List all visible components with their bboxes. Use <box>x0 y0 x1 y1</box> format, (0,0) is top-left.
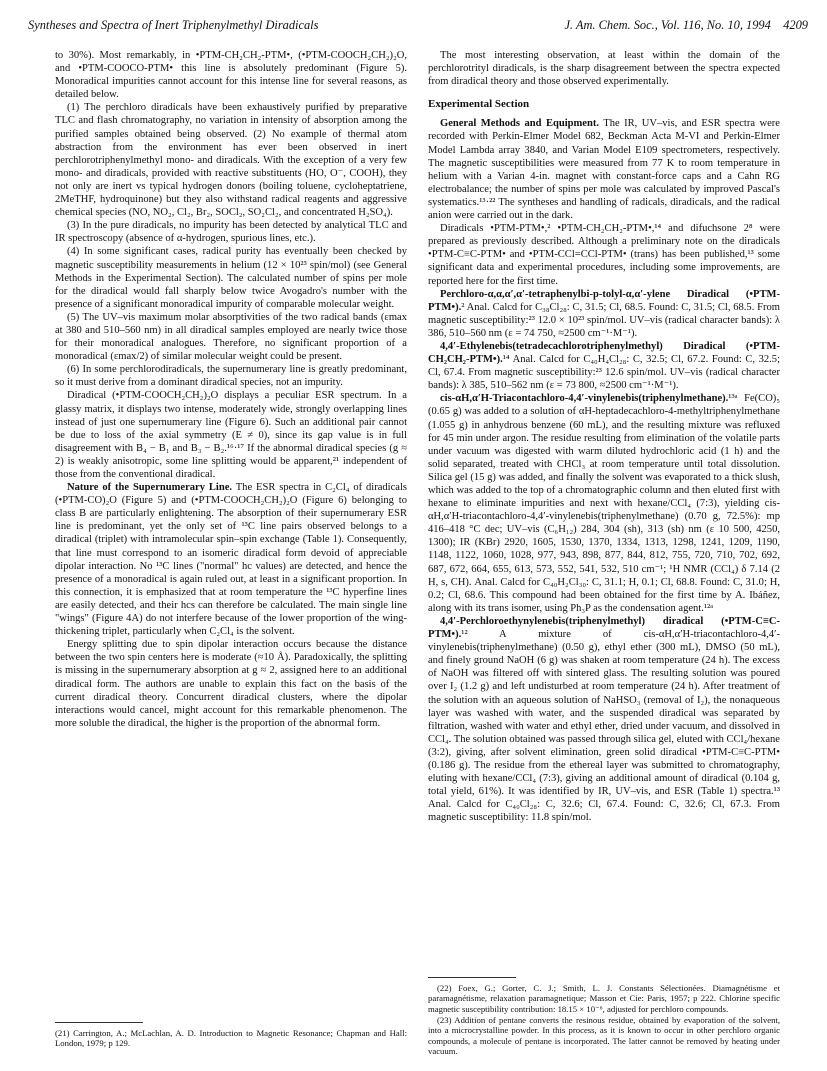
paragraph: Energy splitting due to spin dipolar interaction occurs because the distance between the two spin centers here is moderate (≈10 Å). Paradoxically, the splitting is missing in the supernumerary absorption at g ≈ 2, assigned here to an additional diradical form. The authors are unable to explain this fact on the basis of the current diradical theory. Concurrent diradical clusters, where the dipolar interactions would cancel, might account for this remarkable phenomenon. The more soluble the diradical, the higher is the proportion of the abnormal form. <box>55 639 407 729</box>
compound-heading: 4,4′-Ethylenebis(tetradecachlorotriphenylmethyl) Diradical (•PTM-CH₂CH₂-PTM•). <box>428 340 780 366</box>
compound-heading: Perchloro-α,α,α′,α′-tetraphenylbi-p-tolyl-α,α′-ylene Diradical (•PTM-PTM•). <box>428 288 780 313</box>
paragraph: (3) In the pure diradicals, no impurity has been detected by analytical TLC and IR spectroscopy (absence of α-hydrogen, spurious lines, etc.). <box>55 220 407 245</box>
run-in-heading: Nature of the Supernumerary Line. <box>67 482 233 494</box>
paragraph: to 30%). Most remarkably, in •PTM-CH₂CH₂-PTM•, (•PTM-COOCH₂CH₂)₂O, and •PTM-COOCO-PTM• this line is absolutely predominant (Figure 5). Monoradical impurities cannot account for this intense line for several reasons, as detailed below. <box>55 50 407 101</box>
paragraph: (5) The UV–vis maximum molar absorptivities of the two radical bands (εmax at 380 and 510–560 nm) in all diradical samples employed are nearly twice those for their monoradical analogues. Therefore, no significant proportion of a monoradical (εmax/2) of similar molecular weight could be present. <box>55 311 407 363</box>
paragraph-text: The IR, UV–vis, and ESR spectra were recorded with Perkin-Elmer Model 682, Beckman Acta M-VI and Perkin-Elmer Model Lambda array 3840, and Varian Model E109 spectrometers, respectively. The magnetic susceptibilities were measured from 77 K to room temperature in helium with a Varian 4-in. magnet with constant-force caps and a Cahn RG electrobalance; the number of spins per mole was calculated by improved Pascal's systematics.¹³·²² The syntheses and handling of radicals, diradicals, and the radical anion were carried out in the dark. <box>428 118 780 222</box>
footnotes-left <box>55 1018 407 1049</box>
running-title: Syntheses and Spectra of Inert Triphenylmethyl Diradicals <box>28 18 319 32</box>
journal-citation <box>564 18 808 33</box>
paragraph-text: ¹² A mixture of cis-αH,α′H-triacontachloro-4,4′-vinylenebis(triphenylmethane) (0.50 g), ethyl ether (300 mL), DMSO (50 mL), and finely ground NaOH (6 g) was shaken at room temperature (24 h). The excess of NaOH was filtered off with sintered glass. The resulting solution was poured over I₂ (1.2 g) and left undisturbed at room temperature (24 h). After treatment of the solution with an aqueous solution of NaHSO₃ (removal of I₂), the nonaqueous layer was washed with water, and the suspended diradical was separated by filtration, washed with water and ethyl ether, dried under vacuum, and dissolved in CCl₄. The solution obtained was passed through silica gel, eluted with CCl₄/hexane (3:2), giving, after solvent elimination, green solid diradical •PTM-C≡C-PTM• (0.186 g). The residue from the ethereal layer was submitted to chromatography, eluting with hexane/CCl₄ (7:3), giving an additional amount of diradical (0.104 g, total yield, 61%). It was identified by IR, UV–vis, and ESR (Table 1) spectra.¹³ Anal. Calcd for C₄₀Cl₂₈: C, 32.6; Cl, 67.4. Found: C, 32.6; Cl, 67.3. From magnetic susceptibility: 11.8 spin/mol. <box>428 629 780 824</box>
compound-heading: cis-αH,α′H-Triacontachloro-4,4′-vinylenebis(triphenylmethane). <box>440 393 729 405</box>
spacer <box>428 88 780 92</box>
footnotes-right <box>428 973 780 1057</box>
paragraph: The most interesting observation, at least within the domain of the perchlorotrityl diradicals, is the sharp disagreement between the spectra expected from diradical theory and those observed experimentally. <box>428 50 780 88</box>
paragraph-text: ¹⁴ Anal. Calcd for C₄₀H₄Cl₂₈: C, 32.5; Cl, 67.2. Found: C, 32.5; Cl, 67.4. From magnetic susceptibility:²³ 12.6 spin/mol. UV–vis (radical character bands): λ 385, 510–562 nm (ε = 73 800, ≈2500 cm⁻¹·M⁻¹). <box>428 354 780 392</box>
section-heading: Experimental Section <box>428 98 530 111</box>
compound-paragraph <box>428 288 780 340</box>
footnote: (22) Foex, G.; Gorter, C. J.; Smith, L. J. Constants Sélectionées. Diamagnétisme et paramagnétisme, relaxation paramagnetique; Masson et Cie: Paris, 1957; p 222. Chlorine specific magnetic susceptibility contribution: 18.15 × 10⁻⁶, adjusted for perchloro compounds. <box>428 982 780 1015</box>
run-in-heading: General Methods and Equipment. <box>440 118 599 130</box>
paragraph: (6) In some perchlorodiradicals, the supernumerary line is greatly predominant, so it must derive from a dominant diradical species, not an impurity. <box>55 364 407 389</box>
paragraph: (1) The perchloro diradicals have been exhaustively purified by preparative TLC and flash chromatography, no variation in intensity of absorption among the purified samples obtained being observed. (2) No example of thermal atom abstraction from the environment has ever been observed in inert perchlorotriphenylmethyl mono- and diradicals. With the exception of a very few mono- and diradicals, provided with reactive substituents (HO, O⁻, COOH), they not only are inert vs typical hydrogen donors (boiling toluene, cycloheptatriene, 2MeTHF, hydroquinone) but they also withstand radical reagents and aggressive chemical species (NO, NO₂, Cl₂, Br₂, SOCl₂, SO₂Cl₂, and concentrated H₂SO₄). <box>55 102 407 219</box>
compound-heading: 4,4′-Perchloroethynylenebis(triphenylmethyl) diradical (•PTM-C≡C-PTM•). <box>428 615 780 641</box>
left-column <box>55 49 407 1049</box>
footnote-rule <box>428 977 516 978</box>
paragraph <box>428 117 780 222</box>
paragraph-text: The ESR spectra in C₂Cl₄ of diradicals (•PTM-CO)₂O (Figure 5) and (•PTM-COOCH₂CH₂)₂O (Figure 6) belonging to class B are particularly enlightening. The absorption of their supernumerary ESR line is predominant, yet the only set of ¹³C line pairs observed belongs to a diradical (triplet) with intramolecular spin–spin exchange (Table 1). Consequently, that line must correspond to an isomeric diradical form devoid of appreciable dipolar interaction. No ¹³C lines ("normal" hc values) are detected, and hence the presence of a monoradical is again ruled out, at least in a significant proportion. In this connection, it is emphasized that at room temperature the ¹³C hyperfine lines are easily detected, and their hcs can therefore be calculated. The main single line "wings" (Figure 4A) do not interfere because of the lower proportion of the wing-thickening triplet, particularly when C₂Cl₄ is the solvent. <box>55 482 407 638</box>
compound-paragraph <box>428 340 780 392</box>
compound-paragraph <box>428 615 780 825</box>
compound-paragraph <box>428 392 780 615</box>
page-number: 4209 <box>783 18 808 32</box>
footnote: (21) Carrington, A.; McLachlan, A. D. Introduction to Magnetic Resonance; Chapman and Hall: London, 1979; p 129. <box>55 1027 407 1049</box>
footnote: (23) Addition of pentane converts the resinous residue, obtained by evaporation of the solvent, into a microcrystalline powder. In this process, as it is known to occur in other perchloro organic compounds, a molecule of pentane is incorporated. The latter cannot be removed by heating under vacuum. <box>428 1014 780 1057</box>
paragraph <box>55 481 407 638</box>
paragraph-text: ² Anal. Calcd for C₃₈Cl₂₈: C, 31.5; Cl, 68.5. Found: C, 31.5; Cl, 68.5. From magnetic susceptibility:²³ 12.0 × 10²³ spin/mol. UV–vis (radical character bands): λ 386, 510–560 nm (ε = 74 750, ≈2500 cm⁻¹·M⁻¹). <box>428 301 780 339</box>
journal-name: J. Am. Chem. Soc., Vol. 116, No. 10, 1994 <box>564 18 771 32</box>
paragraph-text: ¹³ᵃ Fe(CO)₅ (0.65 g) was added to a solution of αH-heptadecachloro-4-methyltriphenylmethane (1.055 g) in anhydrous benzene (60 mL), and the resulting mixture was refluxed for 45 min under argon. The residue resulting from elimination of the volatile parts under vacuum was digested with warm diluted hydrochloric acid (1 h) and the solid separated, treated with CHCl₃ at room temperature until total dissolution. Silica gel (15 g) was added, and finally the solvent was evaporated to a thick slush, which was added to the top of a chromatographic column and then eluted first with hexane to eliminate impurities and next with hexane/CCl₄ (7:3), yielding cis-αH,α′H-triacontachloro-4,4′-vinylenebis(triphenylmethane) (0.70 g, 72.5%): mp 416–418 °C dec; UV–vis (C₆H₁₂) 284, 304 (sh), 313 (sh) nm (ε 10 500, 4250, 1300); IR (KBr) 2920, 1605, 1530, 1370, 1334, 1313, 1298, 1241, 1209, 1190, 1148, 1122, 1060, 1028, 977, 943, 898, 877, 844, 812, 755, 720, 710, 702, 692, 687, 672, 664, 655, 613, 573, 552, 541, 532, 510 cm⁻¹; ¹H NMR (CCl₄) δ 7.14 (2 H, s, CH). Anal. Calcd for C₄₀H₂Cl₃₀: C, 31.1; H, 0.1; Cl, 68.8. Found: C, 31.0; H, 0.2; Cl, 68.6. This compound had been obtained for the first time by A. Ibáñez, along with its trans isomer, using Ph₃P as the condensation agent.¹²ᵃ <box>428 393 780 614</box>
paragraph: Diradical (•PTM-COOCH₂CH₂)₂O displays a peculiar ESR spectrum. In a glassy matrix, it displays two intense, moderately wide, strongly overlapping lines instead of just one supernumerary line (Figure 6). Such an additional pair cannot be due to loss of the axial symmetry (E ≠ 0), since its gap value is in full disagreement with B₄ − B₁ and B₃ − B₂.¹⁶·¹⁷ If the abnormal diradical species (g ≈ 2) is weakly anisotropic, some line splitting would be apparent,²¹ independent of those from the conventional diradical. <box>55 390 407 480</box>
paragraph: (4) In some significant cases, radical purity has eventually been checked by magnetic susceptibility measurements in helium (12 × 10²³ spin/mol) (see General Methods in the Experimental Section). The calculated number of spins per mole for the diradical would fall sharply below twice Avogadro's number with the presence of a significant monoradical impurity of comparable molecular weight. <box>55 246 407 310</box>
footnote-rule <box>55 1022 143 1023</box>
right-column <box>428 49 780 1057</box>
paragraph: Diradicals •PTM-PTM•,² •PTM-CH₂CH₂-PTM•,¹⁴ and difuchsone 2⁸ were prepared as previously described. Although a preliminary note on the diradicals •PTM-C≡C-PTM• and •PTM-CCl=CCl-PTM• (trans) has been published,¹³ some significant data and experimental procedures, including some improvements, are reported here for the first time. <box>428 223 780 287</box>
